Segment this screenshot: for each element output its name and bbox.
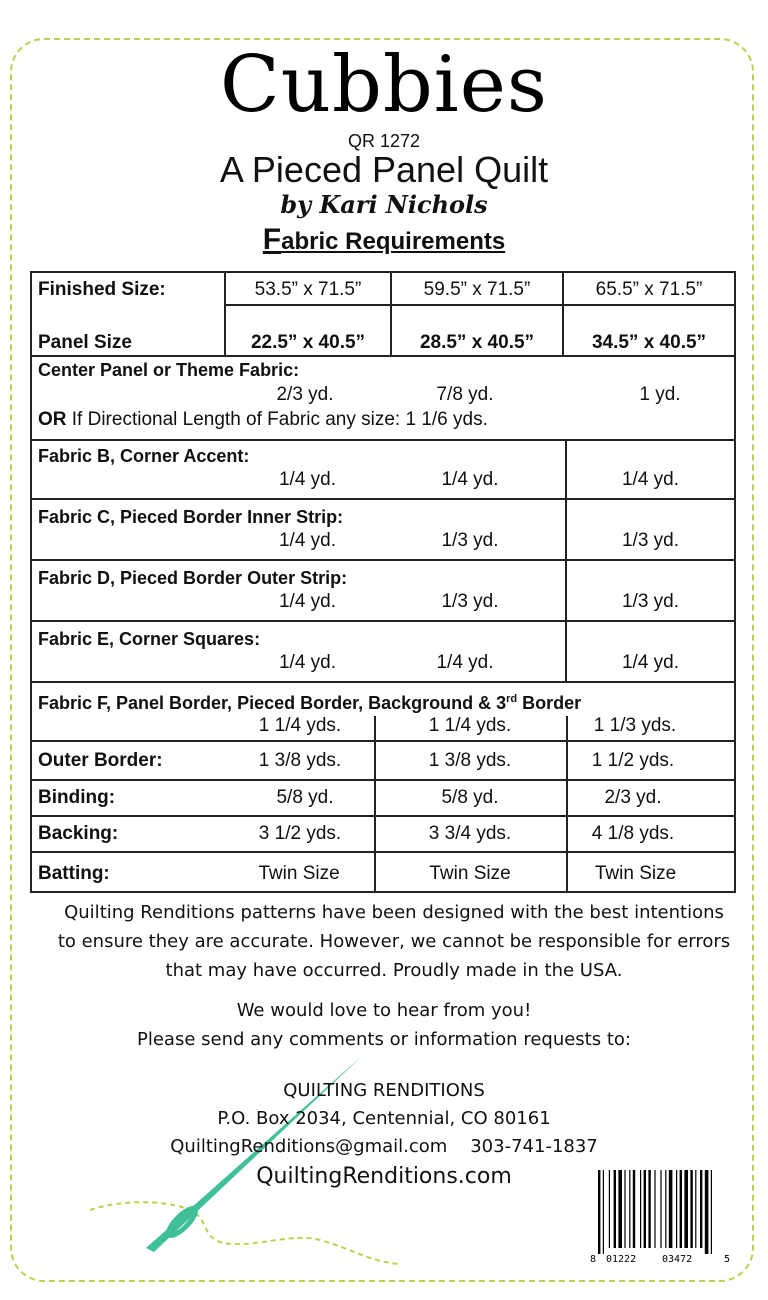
binding-value: 5/8 yd. [441,787,499,808]
feedback-line: We would love to hear from you! [236,1000,532,1021]
fabric-f-value: 1 1/4 yds. [258,715,342,736]
fabric-d-value: 1/3 yd. [441,591,499,612]
backing-label: Backing: [38,823,119,844]
pattern-author: by Kari Nichols [280,190,488,219]
fabric-b-value: 1/4 yd. [278,469,337,490]
center-panel-value: 1 yd. [639,384,681,405]
center-panel-label: Center Panel or Theme Fabric: [38,360,300,380]
table-border-top [30,271,736,273]
fabric-c-value: 1/3 yd. [621,530,680,551]
barcode-digit: 5 [724,1254,731,1264]
row-divider [30,559,736,561]
batting-value: Twin Size [594,863,677,884]
fabric-requirements-table [30,271,736,893]
panel-size-label: Panel Size [38,332,132,353]
pattern-code: QR 1272 [347,131,421,151]
backing-value: 3 1/2 yds. [258,823,342,844]
send-line: Please send any comments or information requests to: [137,1029,631,1050]
row-divider [30,439,736,441]
fabric-f-label: Fabric F, Panel Border, Pieced Border, Background & 3rd Border [38,693,582,713]
row-divider [30,740,736,742]
panel-size-value: 22.5” x 40.5” [250,332,366,353]
row-divider [224,304,736,306]
binding-value: 5/8 yd. [276,787,334,808]
finished-size-value: 65.5” x 71.5” [595,279,703,300]
panel-size-value: 28.5” x 40.5” [419,332,535,353]
row-divider [30,815,736,817]
disclaimer-text: Quilting Renditions patterns have been designed with the best intentions to ensure they are accurate. However, we cannot be responsible for errors that may have occurred. Proudly made in the USA. [57,902,731,981]
website-link[interactable]: QuiltingRenditions.com [256,1164,512,1189]
fabric-d-label: Fabric D, Pieced Border Outer Strip: [38,568,348,588]
batting-label: Batting: [38,863,110,884]
row-divider [30,779,736,781]
row-divider [30,498,736,500]
finished-size-value: 53.5” x 71.5” [254,279,362,300]
fabric-b-value: 1/4 yd. [441,469,499,490]
directional-fabric-note: OR If Directional Length of Fabric any size: 1 1/6 yds. [38,409,488,430]
binding-value: 2/3 yd. [604,787,662,808]
fabric-requirements-heading: Fabric Requirements [262,223,506,256]
center-panel-value: 7/8 yd. [436,384,494,405]
finished-size-label: Finished Size: [38,279,166,300]
fabric-f-value: 1 1/3 yds. [593,715,677,736]
table-border-left [30,271,32,893]
pattern-subtitle: A Pieced Panel Quilt [219,149,549,190]
binding-label: Binding: [38,787,116,808]
email-phone-line [0,1132,768,1161]
fabric-d-value: 1/4 yd. [278,591,337,612]
company-name: QUILTING RENDITIONS [283,1080,485,1101]
barcode-digit: 8 [590,1254,597,1264]
fabric-e-value: 1/4 yd. [278,652,337,673]
batting-value: Twin Size [258,863,340,884]
row-divider [30,681,736,683]
outer-border-value: 1 3/8 yds. [428,750,512,771]
fabric-b-label: Fabric B, Corner Accent: [38,446,250,466]
backing-value: 4 1/8 yds. [591,823,675,844]
fabric-e-value: 1/4 yd. [621,652,680,673]
fabric-d-value: 1/3 yd. [621,591,680,612]
outer-border-label: Outer Border: [38,750,163,771]
barcode-digit: 03472 [662,1254,693,1264]
panel-size-value: 34.5” x 40.5” [591,332,707,353]
pattern-title: Cubbies [220,40,548,130]
outer-border-value: 1 1/2 yds. [591,750,675,771]
outer-border-value: 1 3/8 yds. [258,750,342,771]
row-divider [30,620,736,622]
table-border-bottom [30,891,736,893]
barcode-icon [590,1168,732,1264]
center-panel-value: 2/3 yd. [276,384,334,405]
table-border-right [734,271,736,893]
finished-size-value: 59.5” x 71.5” [423,279,531,300]
fabric-f-value: 1 1/4 yds. [428,715,512,736]
row-divider [30,851,736,853]
barcode-digit: 01222 [606,1254,637,1264]
mailing-address: P.O. Box 2034, Centennial, CO 80161 [217,1108,551,1129]
fabric-e-value: 1/4 yd. [436,652,494,673]
fabric-b-value: 1/4 yd. [621,469,680,490]
backing-value: 3 3/4 yds. [428,823,512,844]
email-link[interactable]: QuiltingRenditions@gmail.com [170,1136,448,1157]
fabric-c-value: 1/4 yd. [278,530,337,551]
row-divider [30,355,736,357]
fabric-c-label: Fabric C, Pieced Border Inner Strip: [38,507,344,527]
batting-value: Twin Size [429,863,511,884]
fabric-c-value: 1/3 yd. [441,530,499,551]
phone-number: 303-741-1837 [470,1136,598,1157]
fabric-e-label: Fabric E, Corner Squares: [38,629,261,649]
